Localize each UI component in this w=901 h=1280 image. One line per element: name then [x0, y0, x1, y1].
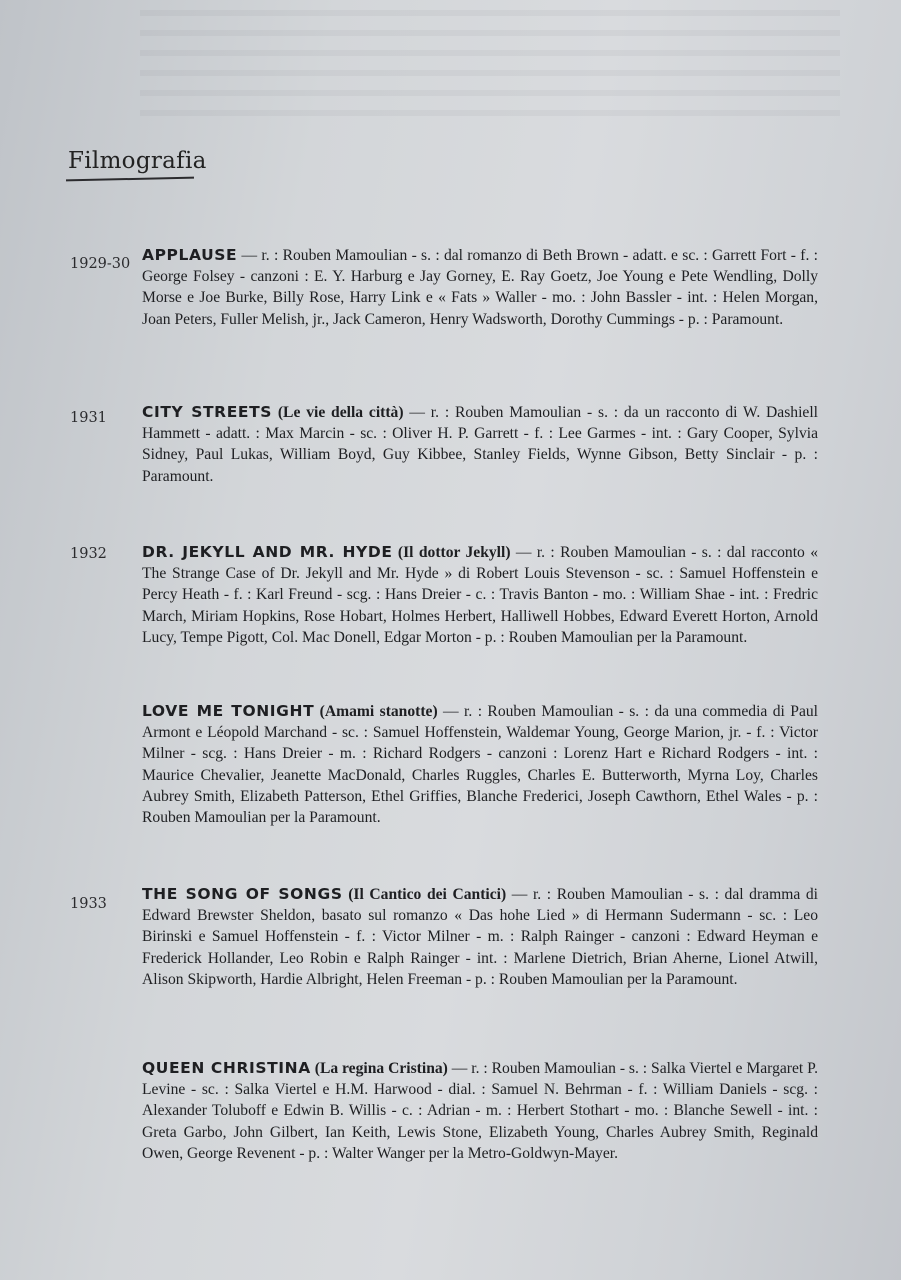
entry-year: 1932	[70, 546, 107, 562]
film-title: LOVE ME TONIGHT	[142, 702, 315, 720]
film-credits: — r. : Rouben Mamoulian - s. : dal romanzo di Beth Brown - adatt. e sc. : Garrett Fort - f. : George Folsey - canzoni : E. Y. Harburg e Jay Gorney, E. Ray Goetz, Joe Young e Pete Wendling, Dolly Morse e Joe Burke, Billy Rose, Harry Link e « Fats » Waller - mo. : John Bassler - int. : Helen Morgan, Joan Peters, Fuller Melish, jr., Jack Cameron, Henry Wadsworth, Dorothy Cummings - p. : Paramount.	[142, 247, 818, 328]
bleed-through-text	[140, 10, 840, 120]
entry-year: 1931	[70, 410, 107, 426]
entry-year: 1933	[70, 896, 107, 912]
filmography-entry	[142, 1058, 818, 1164]
film-credits: — r. : Rouben Mamoulian - s. : da un racconto di W. Dashiell Hammett - adatt. : Max Marcin - sc. : Oliver H. P. Garrett - f. : Lee Garmes - int. : Gary Cooper, Sylvia Sidney, Paul Lukas, William Boyd, Guy Kibbee, Stanley Fields, Wynne Gibson, Betty Sinclair - p. : Paramount.	[142, 404, 818, 485]
film-title: DR. JEKYLL AND MR. HYDE	[142, 543, 393, 561]
film-italian-title: (Il dottor Jekyll)	[392, 544, 511, 561]
film-credits: — r. : Rouben Mamoulian - s. : dal racconto « The Strange Case of Dr. Jekyll and Mr. Hyde » di Robert Louis Stevenson - sc. : Samuel Hoffenstein e Percy Heath - f. : Karl Freund - scg. : Hans Dreier - c. : Travis Banton - mo. : William Shae - int. : Fredric March, Miriam Hopkins, Rose Hobart, Holmes Herbert, Halliwell Hobbes, Edward Everett Horton, Arnold Lucy, Tempe Pigott, Col. Mac Donell, Edgar Morton - p. : Rouben Mamoulian per la Paramount.	[142, 544, 818, 646]
film-credits: — r. : Rouben Mamoulian - s. : dal dramma di Edward Brewster Sheldon, basato sul romanzo « Das hohe Lied » di Hermann Sudermann - sc. : Leo Birinski e Samuel Hoffenstein - f. : Victor Milner - m. : Ralph Rainger - canzoni : Edward Heyman e Frederick Hollander, Leo Robin e Ralph Rainger - int. : Marlene Dietrich, Brian Aherne, Lionel Atwill, Alison Skipworth, Hardie Albright, Helen Freeman - p. : Rouben Mamoulian per la Paramount.	[142, 886, 818, 988]
film-italian-title: (Le vie della città)	[272, 404, 404, 421]
film-title: CITY STREETS	[142, 403, 273, 421]
filmography-entry	[142, 245, 818, 330]
film-credits: — r. : Rouben Mamoulian - s. : Salka Viertel e Margaret P. Levine - sc. : Salka Viertel e H.M. Harwood - dial. : Samuel N. Behrman - f. : William Daniels - scg. : Alexander Toluboff e Edwin B. Willis - c. : Adrian - m. : Herbert Stothart - mo. : Blanche Sewell - int. : Greta Garbo, John Gilbert, Ian Keith, Lewis Stone, Elizabeth Young, Charles Aubrey Smith, Reginald Owen, George Revenent - p. : Walter Wanger per la Metro-Goldwyn-Mayer.	[142, 1060, 818, 1162]
film-title: THE SONG OF SONGS	[142, 885, 343, 903]
film-title: QUEEN CHRISTINA	[142, 1059, 311, 1077]
film-italian-title: (La regina Cristina)	[310, 1060, 448, 1077]
film-italian-title: (Amami stanotte)	[314, 703, 438, 720]
filmography-entry	[142, 542, 818, 648]
filmography-entry	[142, 701, 818, 828]
filmography-entry	[142, 402, 818, 487]
filmography-entry	[142, 884, 818, 990]
section-heading: Filmografia	[68, 148, 207, 174]
entry-year: 1929-30	[70, 256, 131, 272]
heading-underline	[66, 177, 194, 182]
film-italian-title: (Il Cantico dei Cantici)	[342, 886, 507, 903]
film-credits: — r. : Rouben Mamoulian - s. : da una commedia di Paul Armont e Léopold Marchand - sc. : Samuel Hoffenstein, Waldemar Young, George Marion, jr. - f. : Victor Milner - scg. : Hans Dreier - m. : Richard Rodgers - canzoni : Lorenz Hart e Richard Rodgers - int. : Maurice Chevalier, Jeanette MacDonald, Charles Ruggles, Charles E. Butterworth, Myrna Loy, Charles Aubrey Smith, Elizabeth Patterson, Ethel Griffies, Blanche Frederici, Joseph Cawthorn, Ethel Wales - p. : Rouben Mamoulian per la Paramount.	[142, 703, 819, 827]
film-title: APPLAUSE	[142, 246, 238, 264]
